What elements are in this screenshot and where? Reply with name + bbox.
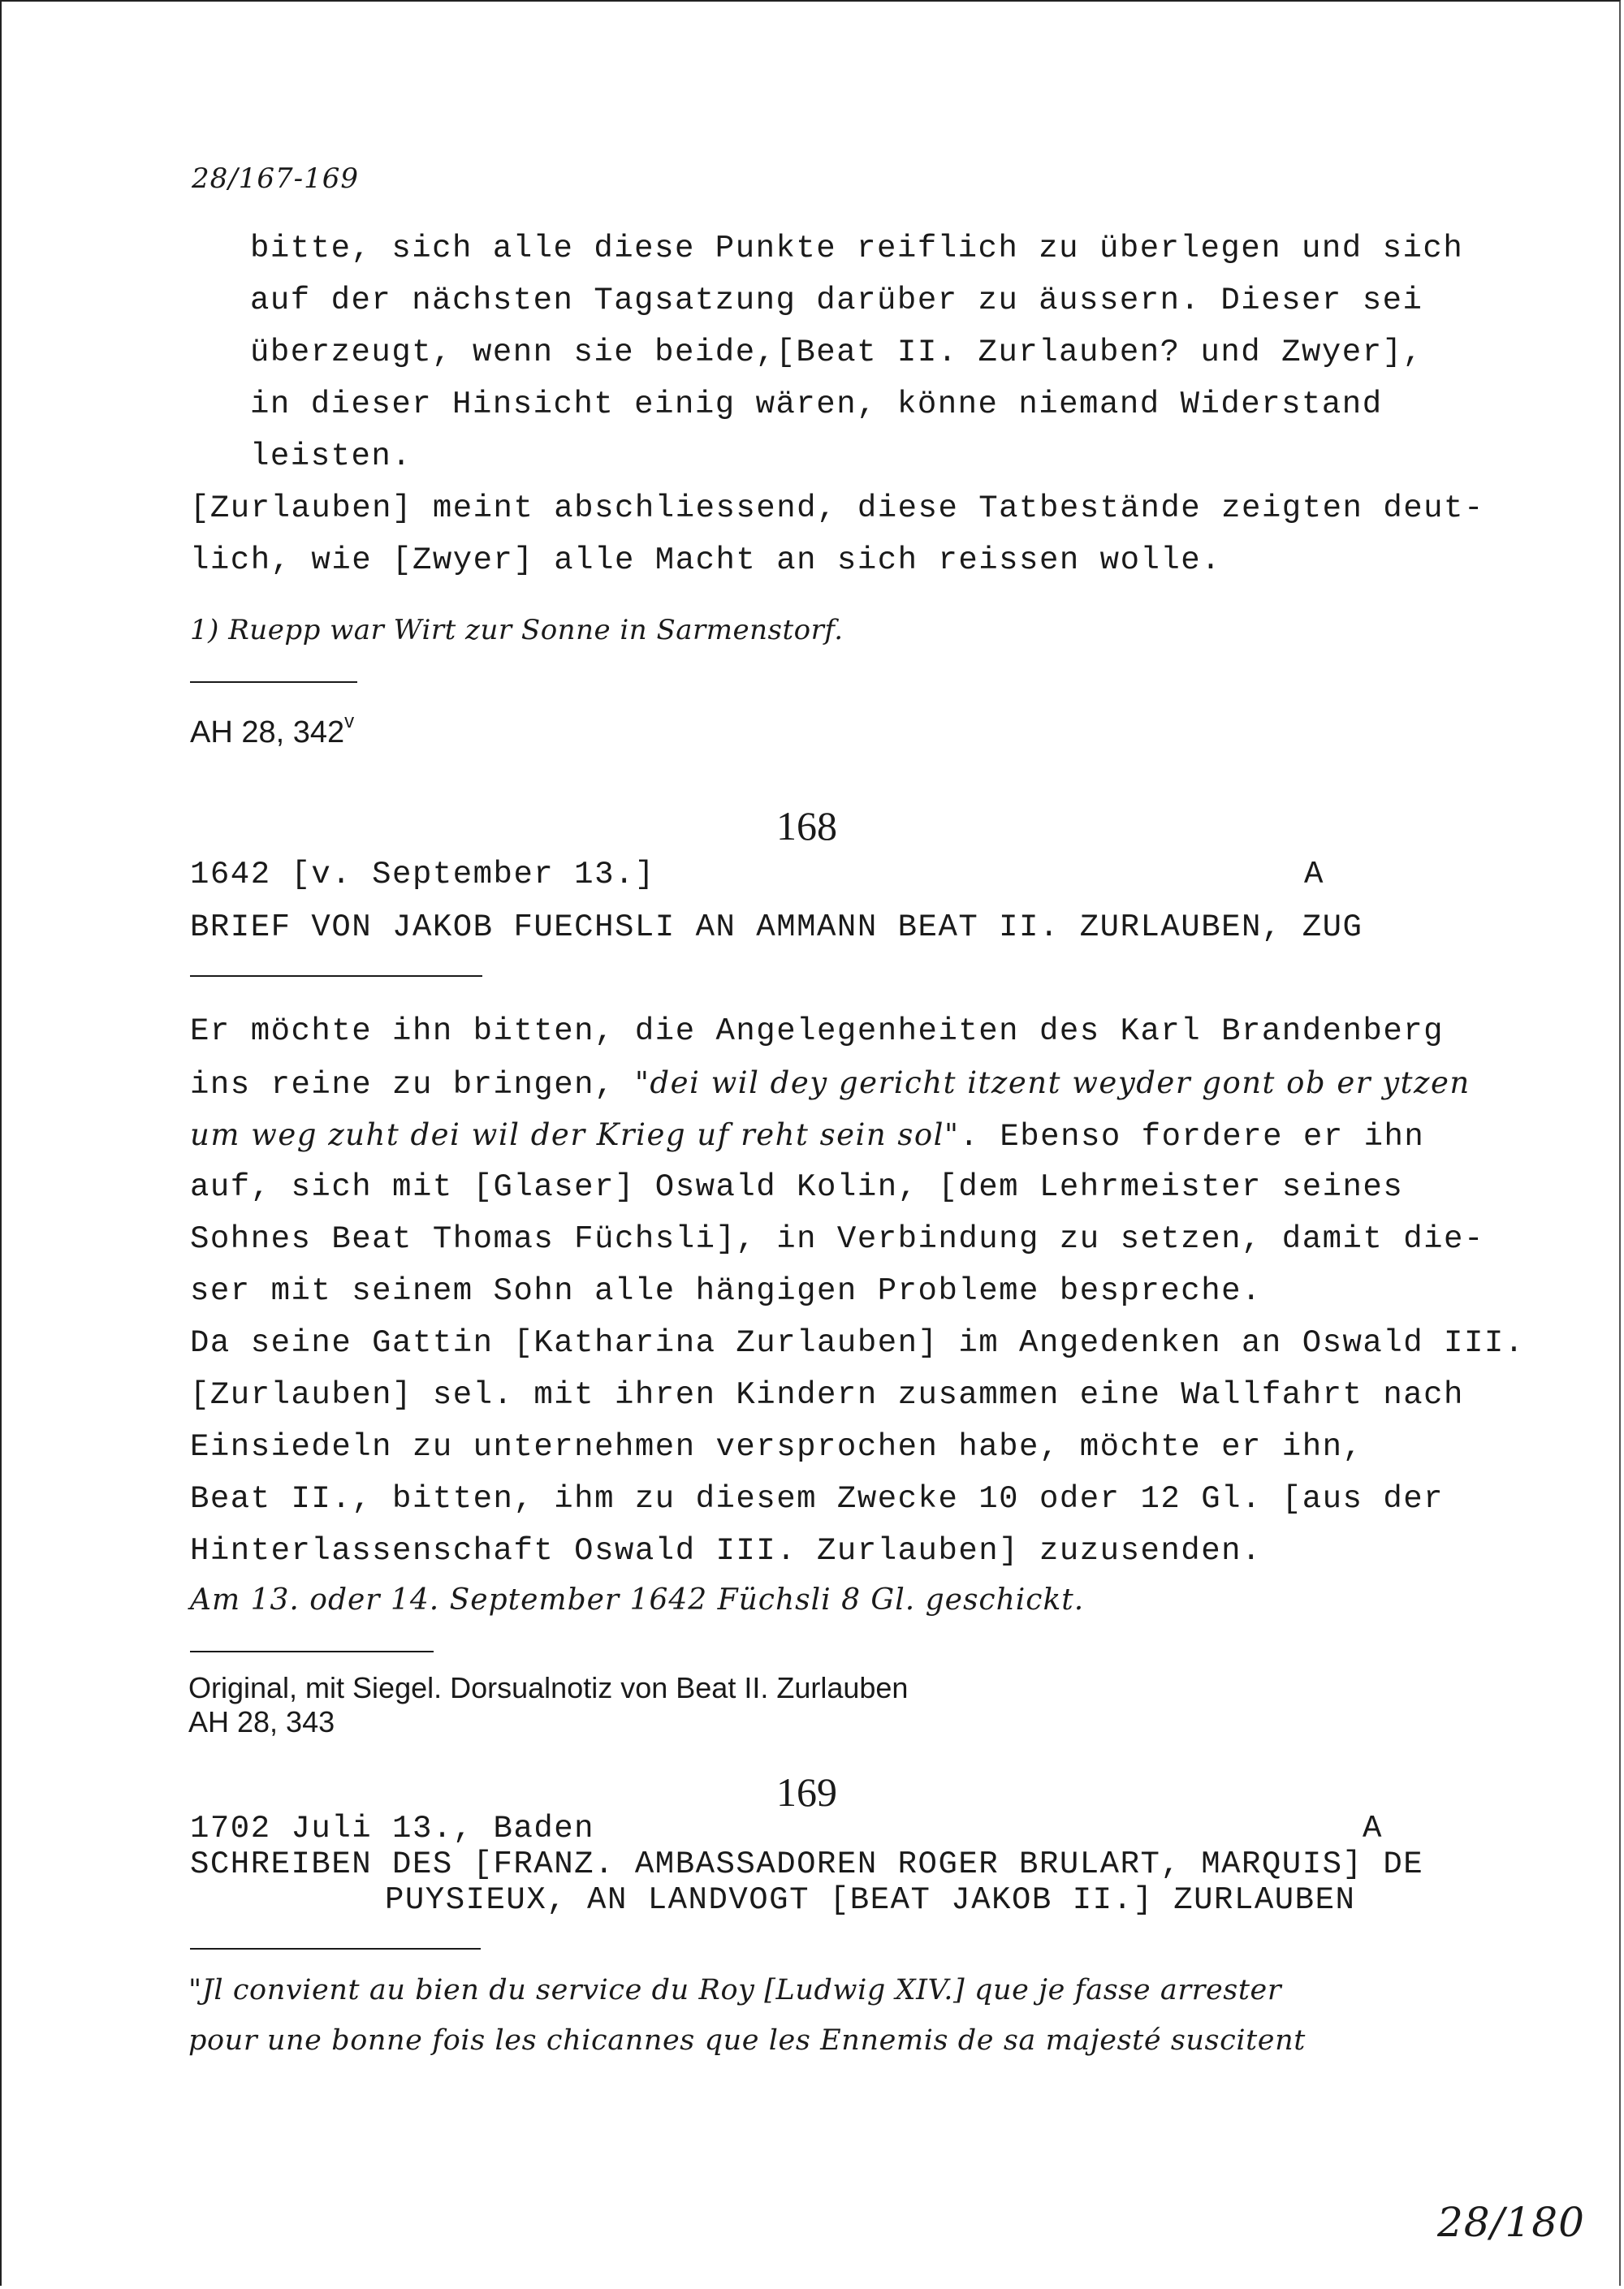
page-number: 28/180 [1437, 2199, 1585, 2246]
archive-source: Original, mit Siegel. Dorsualnotiz von Beat II. Zurlauben [188, 1671, 909, 1704]
title-rule [190, 975, 482, 977]
document-title: SCHREIBEN DES [FRANZ. AMBASSADOREN ROGER BRULART, MARQUIS] DE [190, 1846, 1424, 1882]
body-line: Sohnes Beat Thomas Füchsli], in Verbindung zu setzen, damit die- [190, 1221, 1484, 1257]
body-line: Da seine Gattin [Katharina Zurlauben] im Angedenken an Oswald III. [190, 1325, 1525, 1361]
doc167-indented-line: auf der nächsten Tagsatzung darüber zu äussern. Dieser sei [250, 283, 1423, 318]
handwritten-note: Am 13. oder 14. September 1642 Füchsli 8 Gl. geschickt. [190, 1583, 1085, 1617]
page-reference: 28/167-169 [192, 162, 359, 195]
source-rule [190, 1651, 434, 1652]
document-title: PUYSIEUX, AN LANDVOGT [BEAT JAKOB II.] ZURLAUBEN [385, 1882, 1356, 1918]
footnote: 1) Ruepp war Wirt zur Sonne in Sarmenstorf. [190, 614, 844, 646]
document-type: A [1304, 857, 1324, 892]
doc167-indented-line: bitte, sich alle diese Punkte reiflich zu überlegen und sich [250, 231, 1464, 266]
document-date: 1642 [v. September 13.] [190, 857, 655, 892]
document-date: 1702 Juli 13., Baden [190, 1811, 595, 1846]
doc167-indented-line: überzeugt, wenn sie beide,[Beat II. Zurlauben? und Zwyer], [250, 335, 1423, 370]
title-rule [190, 1948, 481, 1950]
doc167-indented-line: in dieser Hinsicht einig wären, könne niemand Widerstand [250, 387, 1383, 422]
body-line: Beat II., bitten, ihm zu diesem Zwecke 10 oder 12 Gl. [aus der [190, 1481, 1445, 1517]
doc167-indented-line: leisten. [250, 438, 412, 474]
archive-source: AH 28, 343 [188, 1705, 335, 1738]
body-line: ser mit seinem Sohn alle hängigen Probleme bespreche. [190, 1273, 1262, 1309]
doc167-line: lich, wie [Zwyer] alle Macht an sich reissen wolle. [190, 542, 1222, 578]
body-line: Hinterlassenschaft Oswald III. Zurlauben] zuzusenden. [190, 1533, 1262, 1569]
doc167-line: [Zurlauben] meint abschliessend, diese Tatbestände zeigten deut- [190, 490, 1484, 526]
document-title: BRIEF VON JAKOB FUECHSLI AN AMMANN BEAT II. ZURLAUBEN, ZUG [190, 909, 1363, 945]
body-line: Einsiedeln zu unternehmen versprochen habe, möchte er ihn, [190, 1429, 1363, 1465]
quote-line: "Jl convient au bien du service du Roy [Ludwig XIV.] que je fasse arrester [188, 1974, 1282, 2006]
quote-line: pour une bonne fois les chicannes que les Ennemis de sa majesté suscitent [188, 2024, 1306, 2057]
body-line: Er möchte ihn bitten, die Angelegenheiten des Karl Brandenberg [190, 1013, 1445, 1049]
document-number: 168 [776, 803, 837, 849]
document-type: A [1363, 1811, 1383, 1846]
body-line: [Zurlauben] sel. mit ihren Kindern zusammen eine Wallfahrt nach [190, 1377, 1464, 1413]
archive-source: AH 28, 342$^v$ [190, 710, 355, 749]
body-line: um weg zuht dei wil der Krieg uf reht sein sol". Ebenso fordere er ihn [190, 1117, 1425, 1155]
footnote-rule [190, 681, 357, 683]
document-number: 169 [776, 1769, 837, 1815]
body-line: auf, sich mit [Glaser] Oswald Kolin, [dem Lehrmeister seines [190, 1169, 1404, 1205]
body-line: ins reine zu bringen, "dei wil dey gericht itzent weyder gont ob er ytzen [190, 1065, 1471, 1103]
